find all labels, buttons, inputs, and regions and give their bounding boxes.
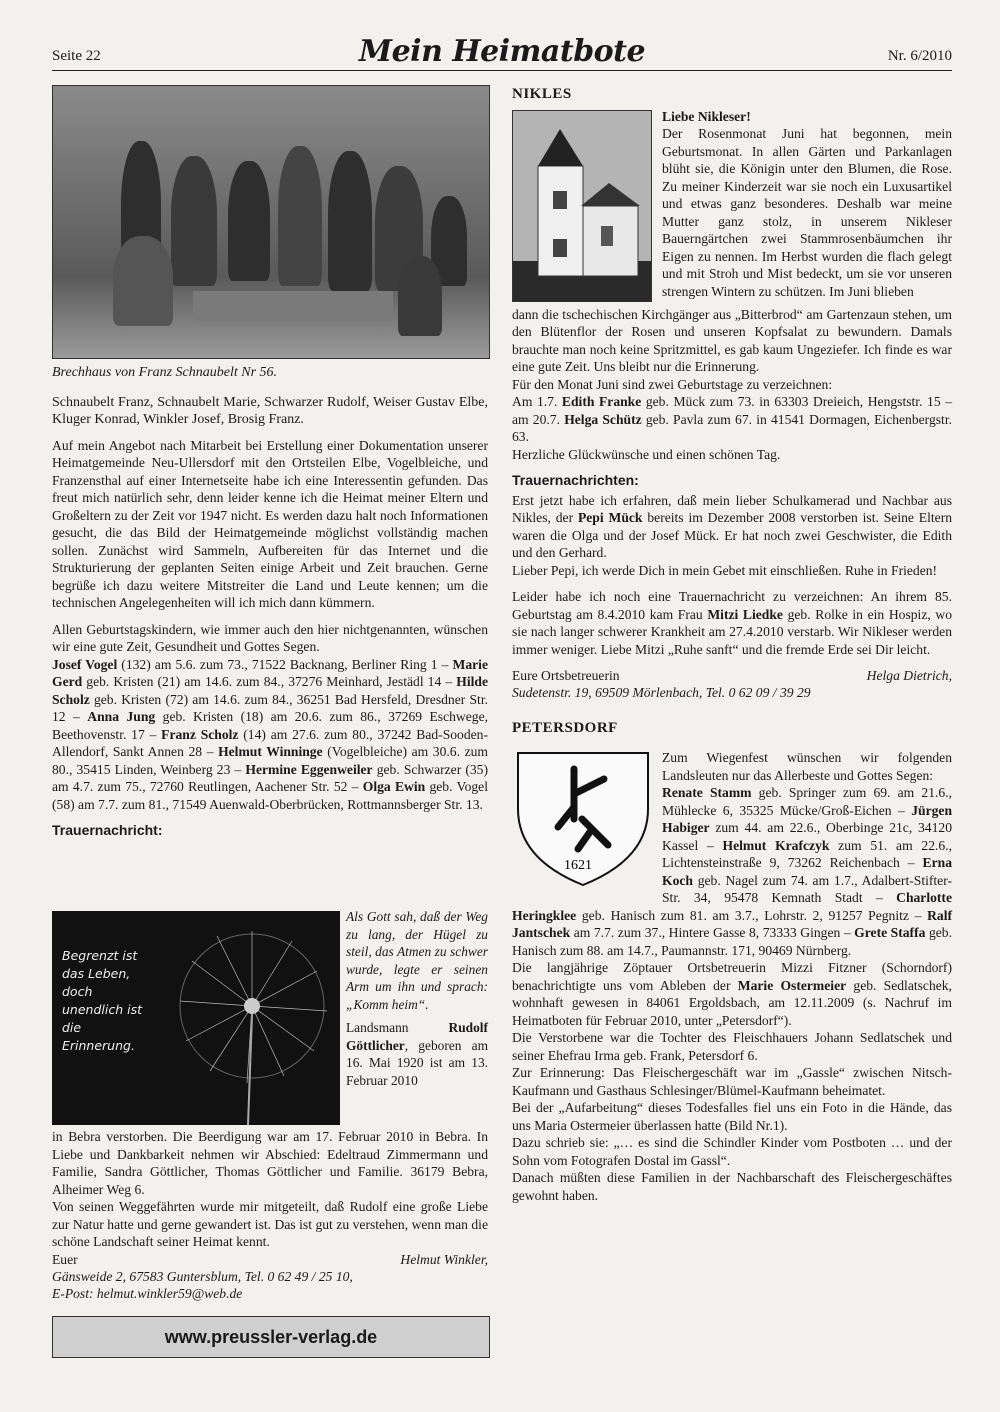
birthday-detail: geb. Kristen (18) am 20.6. zum 86., 37269 Eschwege, Beethovenstr. 17 – (52, 709, 489, 742)
birthday-name: Franz Scholz (161, 726, 239, 742)
deceased-name: Rudolf Göttlicher (346, 1020, 488, 1053)
nikles-signature-address: Sudetenstr. 19, 69509 Mörlenbach, Tel. 0 62 09 / 39 29 (512, 685, 811, 700)
birthday-detail: geb. Nagel zum 74. am 1.7., Adalbert-Stifter-Str. 34, 95478 Kemnath Stadt – (662, 872, 952, 905)
intro-paragraph: Auf mein Angebot nach Mitarbeit bei Erstellung einer Dokumentation unserer Heimatgemeinde Neu-Ullersdorf mit den Ortsteilen Elbe, Vogelbleiche, und Franzensthal auf einer Internetseite habe ich eine Interessentin gefunden. Das freut mich natürlich sehr, denn leider kenne ich die Heimat meiner Eltern und Großeltern zu der Zeit vor 1947 nicht. Es werden dazu halt noch Informationen gesucht, die das Bild der Heimatgemeinde möglichst vollständig machen sollen. Zunächst wird Sammeln, Aufbereiten für das Internet und die Strukturierung der geplanten Seiten einige Arbeit und Zeit brauchen. Gerne begrüße ich dazu weitere Mitstreiter die Land und Leute kennen; um die technischen Angelegenheiten will ich mich dann kümmern. (52, 437, 488, 610)
crest-year: 1621 (564, 858, 592, 873)
birthday-name: Erna Koch (662, 855, 952, 888)
birthday-detail: zum 44. am 22.6., Oberbinge 21c, 34120 Kassel – (662, 820, 952, 853)
birthday-name: Helga Schütz (564, 411, 642, 427)
nikles-birthday-list (512, 393, 952, 446)
birthday-detail: geb. Hanisch zum 88. am 14.7., Paumannstr. 171, 90469 Nürnberg. (512, 925, 952, 958)
petersdorf-heading: PETERSDORF (512, 719, 618, 736)
church-image (513, 111, 651, 301)
obituary-paragraph: Von seinen Weggefährten wurde mir mitgeteilt, daß Rudolf eine große Liebe zur Natur hatte und gerne gewandert ist. Das ist gut zu verstehen, wenn man die schöne Landschaft seiner Heimat kennt. (52, 1199, 488, 1249)
nikles-greeting: Liebe Nikleser! (662, 108, 751, 124)
left-column-bottom (52, 1128, 488, 1303)
petersdorf-paragraph: Die Verstorbene war die Tochter des Fleischhauers Johann Sedlatschek und seiner Ehefrau Irma geb. Frank, Petersdorf 6. (512, 1030, 952, 1063)
birthday-name: Edith Franke (561, 394, 642, 409)
page-number: Seite 22 (52, 48, 101, 64)
mourning-text: Erst jetzt habe ich erfahren, daß mein lieber Schulkamerad und Nachbar aus Nikles, der (512, 492, 952, 525)
birthday-detail: zum 51. am 22.6., Lichtensteinstraße 9, 73262 Reichenbach – (662, 837, 952, 870)
mourning-heading: Trauernachricht: (52, 822, 163, 838)
petersdorf-paragraph: Zur Erinnerung: Das Fleischergeschäft war im „Gassle“ zwischen Nitsch-Kaufmann und Gasthaus Schlesinger/Blümel-Kaufmann beheimatet. (512, 1065, 952, 1098)
photo-figure (328, 151, 372, 291)
nikles-mourning-1 (512, 492, 952, 562)
birthday-detail: am 7.7. zum 37., Hintere Gasse 8, 73333 Gingen – (570, 925, 855, 940)
birthday-name: Grete Staffa (854, 925, 926, 940)
mourning-text: geb. Rolke in ein Hospiz, wo sie nach langer schwerer Krankheit am 27.4.2010 verstarb. Wir Nikleser werden immer weniger. Liebe Mitzi „Ruhe sanft“ und die fremde Erde sei Dir leicht. (512, 606, 952, 657)
left-column (52, 364, 488, 846)
photo-figure (171, 156, 217, 286)
birthday-name: Olga Ewin (362, 779, 426, 794)
birthday-detail: (132) am 5.6. zum 73., 71522 Backnang, Berliner Ring 1 – (117, 656, 453, 672)
birthday-name: Charlotte Heringklee (512, 890, 952, 923)
birthday-detail: geb. Springer zum 69. am 21.6., Mühlecke 6, 35325 Mücke/Groß-Eichen – (662, 785, 952, 818)
nikles-paragraph-cont: dann die tschechischen Kirchgänger aus „Bitterbrod“ am Gartenzaun stehen, um den Blütenflor der Rosen und unseren Kopfsalat zu bewundern. Damals brauchte man noch keine Spritzmittel, es gab kaum Ungeziefer. Ich finde es war eine gute Zeit. Uns bleibt nur die Erinnerung. (512, 306, 952, 374)
nikles-signature-line (512, 667, 952, 684)
photo-caption: Brechhaus von Franz Schnaubelt Nr 56. (52, 365, 278, 380)
photo-figure (113, 236, 173, 326)
photo-figure (278, 146, 322, 286)
nikles-birthday-intro: Für den Monat Juni sind zwei Geburtstage zu verzeichnen: (512, 376, 833, 392)
birthday-detail: Am 1.7. (512, 394, 562, 409)
birthday-name: Hilde Scholz (52, 674, 488, 707)
photo-names: Schnaubelt Franz, Schnaubelt Marie, Schwarzer Rudolf, Weiser Gustav Elbe, Kluger Konrad, Winkler Josef, Brosig Franz. (52, 394, 488, 427)
signature-name: Helga Dietrich, (866, 668, 952, 683)
birthday-name: Helmut Winninge (218, 744, 323, 759)
page-header (52, 34, 952, 71)
dandelion-image (52, 911, 340, 1125)
petersdorf-paragraph: Bei der „Aufarbeitung“ dieses Todesfalles fiel uns ein Foto in die Hände, das uns Maria Ostermeier überlassen hatte (Bild Nr.1). (512, 1100, 952, 1133)
birthday-name: Hermine Eggenweiler (245, 761, 373, 777)
birthday-name: Anna Jung (87, 709, 156, 724)
birthday-detail: geb. Kristen (72) am 14.6. zum 84., 36251 Bad Hersfeld, Dresdner Str. 12 – (52, 691, 488, 724)
deceased-name: Mitzi Liedke (707, 606, 783, 622)
petersdorf-paragraph: Dazu schrieb sie: „… es sind die Schindler Kinder vom Postboten … und der Sohn vom Fotografen Dostal im Gassl“. (512, 1135, 952, 1168)
birthday-intro: Allen Geburtstagskindern, wie immer auch den hier nichtgenannten, wünschen wir eine gute Zeit, Gesundheit und Gottes Segen. (52, 621, 488, 654)
nikles-paragraph: Der Rosenmonat Juni hat begonnen, mein Geburtsmonat. In allen Gärten und Parkanlagen blüht sie, die Königin unter den Blumen, die Rose. Zu meiner Kinderzeit war sie noch ein Luxusartikel und etwas ganz besonderes. Deshalb war meine Mutter ganz stolz, in unserem Nikleser Bauerngärtchen zwei Stammrosenbäumchen ihr Eigen zu nennen. Im Herbst wurden die flach gelegt und mit Stroh und Mist bedeckt, um sie vor unseren strengen Wintern zu schützen. Im Juni blieben (662, 126, 952, 299)
mourning-text: Leider habe ich noch eine Trauernachricht zu verzeichnen: An ihrem 85. Geburtstag am 8.4.2010 kam Frau (512, 589, 952, 622)
nikles-mourning-2: Lieber Pepi, ich werde Dich in mein Gebet mit einschließen. Ruhe in Frieden! (512, 562, 938, 578)
mourning-card (52, 911, 340, 1125)
photo-figure (228, 161, 270, 281)
poem-text: Als Gott sah, daß der Weg zu lang, der Hügel zu steil, das Atmen zu schwer wurde, legte er seinen Arm um ihn und sprach: „Komm heim“. (346, 909, 488, 1012)
coat-of-arms-icon (512, 749, 654, 889)
birthday-detail: geb. Vogel (58) am 7.7. zum 81., 71549 Auenwald-Oberbrücken, Rottmannsberger Str. 13. (52, 779, 488, 812)
birthday-detail: geb. Kristen (21) am 14.6. zum 84., 37276 Meinhard, Jestädl 14 – (82, 674, 457, 689)
signature-role: Eure Ortsbetreuerin (512, 668, 620, 683)
deceased-name: Pepi Mück (577, 510, 643, 525)
petersdorf-paragraph: Danach müßten diese Familien in der Nachbarschaft des Fleischergeschäftes gewohnt haben. (512, 1170, 952, 1203)
masthead-logo: Mein Heimatbote (358, 34, 646, 69)
obituary-start (346, 1019, 488, 1089)
obituary-prefix: Landsmann (346, 1020, 449, 1035)
photo-ground (193, 291, 393, 321)
birthday-detail: (Vogelbleiche) am 30.6. zum 80., 35415 Linden, Weinberg 23 – (52, 744, 488, 777)
petersdorf-crest (512, 749, 654, 889)
nikles-wishes: Herzliche Glückwünsche und einen schönen Tag. (512, 446, 781, 462)
birthday-name: Renate Stamm (662, 785, 752, 800)
obituary-continued: in Bebra verstorben. Die Beerdigung war am 17. Februar 2010 in Bebra. In Liebe und Dankbarkeit nehmen wir Abschied: Edeltraud Zimmermann und Familie, Sandra Göttlicher, Thomas Göttlicher und Familie. 36179 Bebra, Alheimer Weg 6. (52, 1129, 488, 1197)
signature-address: Gänsweide 2, 67583 Guntersblum, Tel. 0 62 49 / 25 10, (52, 1268, 353, 1284)
signature-greeting: Euer (52, 1251, 78, 1267)
obituary-text: Die langjährige Zöptauer Ortsbetreuerin Mizzi Fitzner (Schorndorf) benachrichtigte uns vom Ableben der (512, 960, 952, 993)
publisher-website-link[interactable]: www.preussler-verlag.de (52, 1316, 490, 1358)
deceased-name: Marie Ostermeier (737, 977, 847, 993)
issue-number: Nr. 6/2010 (887, 48, 952, 64)
card-text: Begrenzt ist das Leben, doch unendlich ist die Erinnerung. (62, 948, 142, 1053)
church-photo (512, 110, 652, 302)
birthday-name: Ralf Jantschek (512, 907, 952, 940)
signature-name: Helmut Winkler, (400, 1251, 488, 1267)
obituary-dates: , geboren am 16. Mai 1920 ist am 13. Februar 2010 (346, 1037, 488, 1088)
right-column (512, 86, 952, 1204)
birthday-detail: geb. Mück zum 73. in 63303 Dreieich, Hengststr. 15 – am 20.7. (512, 394, 952, 427)
nikles-mourning-3 (512, 588, 952, 658)
birthday-name: Marie Gerd (52, 656, 488, 689)
poem (346, 908, 488, 1089)
nikles-heading: NIKLES (512, 86, 572, 102)
group-photo (52, 85, 490, 359)
birthday-name: Josef Vogel (52, 656, 118, 672)
petersdorf-obituary (512, 959, 952, 1029)
birthday-name: Jürgen Habiger (662, 802, 952, 835)
birthday-detail: geb. Pavla zum 67. in 41541 Dormagen, Eichenbergstr. 63. (512, 411, 953, 444)
nikles-mourning-heading: Trauernachrichten: (512, 472, 639, 488)
birthday-name: Helmut Krafczyk (722, 837, 830, 853)
petersdorf-intro: Zum Wiegenfest wünschen wir folgenden Landsleuten nur das Allerbeste und Gottes Segen: (662, 750, 952, 783)
birthday-detail: geb. Schwarzer (35) am 4.7. zum 75., 72760 Reutlingen, Aachener Str. 52 – (52, 761, 488, 794)
signature-line (52, 1251, 488, 1268)
birthday-detail: (14) am 27.6. zum 80., 37242 Bad-Sooden-Allendorf, Sankt Annen 28 – (52, 726, 489, 759)
mourning-text: bereits im Dezember 2008 verstorben ist. Seine Eltern waren die Olga und der Josef Mück. Er hat noch zwei Geschwister, die Edith und den Gerhard. (512, 510, 953, 560)
photo-figure (398, 256, 442, 336)
birthday-detail: geb. Hanisch zum 81. am 3.7., Lohrstr. 2, 91257 Pegnitz – (576, 907, 928, 923)
signature-email: E-Post: helmut.winkler59@web.de (52, 1286, 243, 1301)
birthday-list (52, 656, 488, 814)
obituary-text: geb. Sedlatschek, wohnhaft gewesen in 84061 Ergoldsbach, am 12.11.2009 (s. Nachruf im Heimatboten für Februar 2010, unter „Petersdorf“). (512, 977, 952, 1028)
